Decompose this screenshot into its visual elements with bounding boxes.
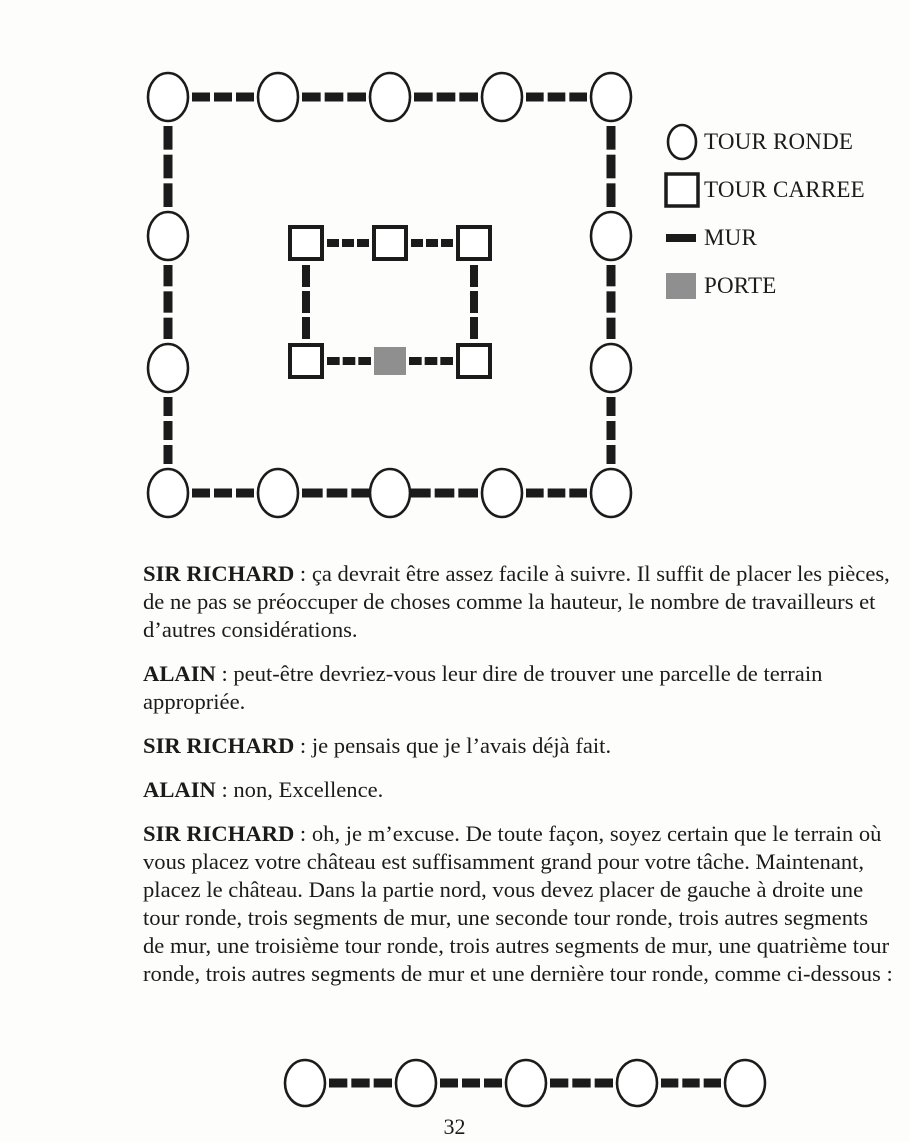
line-text: : peut-être devriez-vous leur dire de trouver une parcelle de terrain appropriée. — [143, 661, 823, 714]
dialogue-line — [143, 820, 895, 988]
round-tower — [258, 469, 298, 517]
wall-segment — [572, 1079, 590, 1088]
gate — [374, 347, 406, 375]
wall-icon — [660, 228, 704, 248]
wall-segment — [607, 318, 616, 339]
wall-segment — [164, 183, 173, 207]
round-tower — [591, 344, 631, 392]
wall-segment — [351, 1079, 369, 1088]
wall-segment — [441, 239, 453, 247]
wall-segment — [704, 1079, 721, 1088]
round-tower — [370, 469, 410, 517]
wall-segment — [302, 291, 310, 313]
wall-segment — [347, 93, 366, 102]
wall-segment — [470, 291, 478, 313]
legend-item-gate — [660, 262, 900, 310]
wall-segment — [440, 357, 453, 365]
wall-segment — [459, 93, 478, 102]
square-tower — [374, 227, 406, 259]
wall-segment — [411, 239, 423, 247]
wall-segment — [440, 1079, 458, 1088]
wall-segment — [484, 1079, 502, 1088]
round-tower — [396, 1060, 436, 1106]
wall-segment — [607, 421, 616, 440]
square-tower — [458, 227, 490, 259]
round-tower — [591, 73, 631, 121]
wall-segment — [411, 489, 431, 498]
line-text: : oh, je m’excuse. De toute façon, soyez certain que le terrain où vous placez votre château est suffisamment grand pour votre tâche. Maintenant, placez le château. Dans la partie nord, vous devez placer de gauche à droite une tour ronde, trois segments de mur, une seconde tour ronde, trois autres segments de mur, une troisième tour ronde, trois autres segments de mur, une quatrième tour ronde, trois autres segments de mur et une dernière tour ronde, comme ci-dessous : — [143, 821, 893, 986]
wall-segment — [437, 93, 456, 102]
speaker-name: SIR RICHARD — [143, 733, 295, 758]
wall-segment — [470, 317, 478, 339]
round-tower — [591, 469, 631, 517]
wall-segment — [607, 155, 616, 179]
legend-label: TOUR RONDE — [704, 129, 854, 154]
wall-segment — [607, 291, 616, 312]
dialogue-line — [143, 560, 895, 644]
wall-segment — [409, 357, 422, 365]
round-tower-icon — [660, 123, 704, 161]
gate-icon — [660, 270, 704, 302]
legend-item-round-tower — [660, 118, 900, 166]
wall-segment — [236, 489, 254, 498]
legend-label: MUR — [704, 225, 758, 250]
line-text: : non, Excellence. — [215, 777, 384, 802]
round-tower — [148, 344, 188, 392]
north-wall-example-diagram — [0, 1055, 909, 1115]
wall-segment — [595, 1079, 613, 1088]
square-tower — [290, 345, 322, 377]
outer-wall-enclosure — [148, 73, 631, 517]
wall-segment — [164, 126, 173, 150]
wall-segment — [526, 93, 544, 102]
legend-label: TOUR CARREE — [704, 177, 865, 202]
wall-segment — [164, 291, 173, 312]
round-tower — [285, 1060, 325, 1106]
speaker-name: SIR RICHARD — [143, 561, 295, 586]
wall-segment — [682, 1079, 699, 1088]
square-tower — [290, 227, 322, 259]
dialogue-line — [143, 776, 895, 804]
legend-item-wall — [660, 214, 900, 262]
wall-segment — [607, 445, 616, 464]
round-tower — [482, 469, 522, 517]
wall-segment — [164, 265, 173, 286]
wall-segment — [343, 357, 356, 365]
wall-segment — [302, 317, 310, 339]
round-tower — [148, 212, 188, 260]
wall-segment — [327, 239, 339, 247]
round-tower — [482, 73, 522, 121]
speaker-name: ALAIN — [143, 777, 216, 802]
wall-segment — [327, 357, 340, 365]
wall-segment — [425, 357, 438, 365]
wall-segment — [164, 397, 173, 416]
round-tower — [591, 212, 631, 260]
wall-segment — [569, 93, 587, 102]
wall-segment — [358, 357, 371, 365]
round-tower — [258, 73, 298, 121]
wall-segment — [357, 239, 369, 247]
wall-segment — [607, 183, 616, 207]
round-tower — [148, 73, 188, 121]
wall-segment — [302, 489, 323, 498]
wall-segment — [526, 489, 544, 498]
wall-segment — [214, 489, 232, 498]
legend — [660, 118, 900, 310]
round-tower — [148, 469, 188, 517]
wall-segment — [302, 93, 321, 102]
wall-segment — [426, 239, 438, 247]
wall-segment — [458, 489, 478, 498]
wall-segment — [550, 1079, 568, 1088]
speaker-name: ALAIN — [143, 661, 216, 686]
wall-segment — [164, 155, 173, 179]
wall-segment — [661, 1079, 678, 1088]
wall-segment — [192, 489, 210, 498]
line-text: : je pensais que je l’avais déjà fait. — [294, 733, 612, 758]
square-tower-icon — [660, 171, 704, 209]
wall-segment — [374, 1079, 392, 1088]
wall-segment — [414, 93, 433, 102]
wall-segment — [325, 93, 344, 102]
wall-segment — [462, 1079, 480, 1088]
wall-segment — [164, 318, 173, 339]
wall-segment — [470, 265, 478, 287]
dialogue-text — [143, 560, 895, 1004]
wall-segment — [569, 489, 587, 498]
wall-segment — [329, 1079, 347, 1088]
line-text: : ça devrait être assez facile à suivre. Il suffit de placer les pièces, de ne pas se préoccuper de choses comme la hauteur, le nombre de travailleurs et d’autres considérations. — [143, 561, 890, 642]
wall-segment — [302, 265, 310, 287]
wall-segment — [214, 93, 232, 102]
wall-segment — [607, 397, 616, 416]
wall-segment — [435, 489, 455, 498]
wall-segment — [548, 489, 566, 498]
wall-segment — [236, 93, 254, 102]
round-tower — [370, 73, 410, 121]
page-number: 32 — [443, 1114, 466, 1139]
speaker-name: SIR RICHARD — [143, 821, 295, 846]
round-tower — [506, 1060, 546, 1106]
square-tower — [458, 345, 490, 377]
wall-segment — [164, 421, 173, 440]
legend-label: PORTE — [704, 273, 777, 298]
wall-segment — [607, 265, 616, 286]
dialogue-line — [143, 732, 895, 760]
dialogue-line — [143, 660, 895, 716]
wall-segment — [342, 239, 354, 247]
round-tower — [725, 1060, 765, 1106]
inner-keep — [290, 227, 490, 377]
legend-item-square-tower — [660, 166, 900, 214]
wall-segment — [164, 445, 173, 464]
wall-segment — [192, 93, 210, 102]
wall-segment — [327, 489, 348, 498]
wall-segment — [607, 126, 616, 150]
round-tower — [617, 1060, 657, 1106]
wall-segment — [548, 93, 566, 102]
